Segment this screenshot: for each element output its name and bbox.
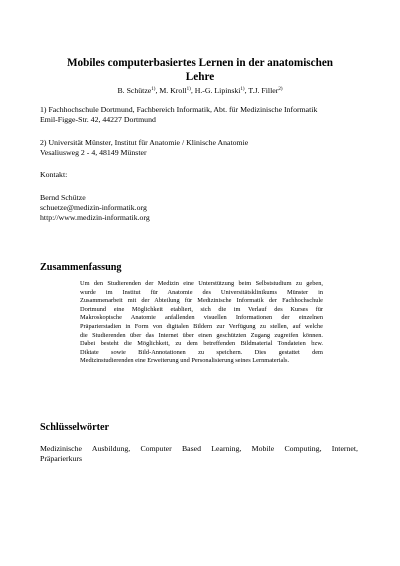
contact-label: [40, 170, 370, 180]
abstract-body: [80, 280, 323, 366]
author-separator: ,: [155, 86, 160, 95]
paper-title: [55, 56, 345, 84]
author-name: M. Kroll: [159, 86, 187, 95]
contact-label-text: Kontakt:: [40, 170, 68, 179]
abstract-line: Zusammenarbeit mit der Abteilung für Medizinische Informatik der Fachhochschule: [80, 297, 323, 305]
affiliation-2-line-2: Vesaliusweg 2 - 4, 48149 Münster: [40, 148, 147, 158]
author-name: H.-G. Lipinski: [194, 86, 241, 95]
keywords-body: [40, 444, 358, 464]
abstract-line: Präparierstadien in Form von digitalen Bildern zur Verfügung zu stellen, auf welche: [80, 322, 323, 330]
abstract-line: Um den Studierenden der Medizin eine Unterstützung beim Selbststudium zu geben,: [80, 280, 323, 287]
abstract-line: Medizinstudierenden eine Erweiterung und Personalisierung seines Lernmaterials.: [80, 357, 290, 365]
affiliation-1-line-2: Emil-Figge-Str. 42, 44227 Dortmund: [40, 115, 156, 125]
paper-title-line-1: Mobiles computerbasiertes Lernen in der anatomischen: [66, 57, 334, 69]
contact-name: Bernd Schütze: [40, 193, 86, 202]
abstract-line: Makroskopische Anatomie anfallenden visuellen Informationen der einzelnen: [80, 314, 323, 322]
keywords-heading: Schlüsselwörter: [40, 422, 110, 433]
affiliation-2: [40, 138, 370, 158]
abstract-line: wurde im Institut für Anatomie des Universitätsklinikums Münster in: [80, 288, 323, 296]
contact-website-link[interactable]: http://www.medizin-informatik.org: [40, 213, 150, 223]
keywords-line-1: Medizinische Ausbildung, Computer Based Learning, Mobile Computing, Internet,: [40, 444, 358, 453]
abstract-line: die Studierenden über das Internet über einen geschützten Zugang zugreifen können.: [80, 331, 323, 339]
abstract-line: Dortmund eine Möglichkeit etabliert, sich die im Verlauf des Kurses für: [80, 305, 323, 313]
author-affiliation-mark: 2): [278, 87, 283, 92]
abstract-heading: Zusammenfassung: [40, 262, 122, 273]
author-name: T.J. Filler: [248, 86, 279, 95]
author-affiliation-mark: 1): [240, 87, 245, 92]
abstract-line: Dabei besteht die Möglichkeit, zu dem betreffenden Bildmaterial Tondateien bzw.: [80, 340, 323, 348]
author-list: [40, 86, 360, 96]
author-separator: ,: [190, 86, 195, 95]
contact-details: [40, 193, 370, 224]
keywords-line-2: Präparierkurs: [40, 454, 82, 464]
author-name: B. Schütze: [117, 86, 152, 95]
contact-email-link[interactable]: schuetze@medizin-informatik.org: [40, 203, 147, 213]
author-separator: ,: [244, 86, 249, 95]
affiliation-2-line-1: 2) Universität Münster, Institut für Anatomie / Klinische Anatomie: [40, 138, 249, 147]
author-affiliation-mark: 1): [151, 87, 156, 92]
affiliation-1: [40, 105, 370, 125]
author-affiliation-mark: 1): [186, 87, 191, 92]
abstract-line: Diktate sowie Bild-Annotationen zu speichern. Dies gestattet dem: [80, 348, 323, 356]
affiliation-1-line-1: 1) Fachhochschule Dortmund, Fachbereich Informatik, Abt. für Medizinische Informatik: [40, 105, 318, 114]
paper-title-line-2: Lehre: [185, 71, 215, 83]
